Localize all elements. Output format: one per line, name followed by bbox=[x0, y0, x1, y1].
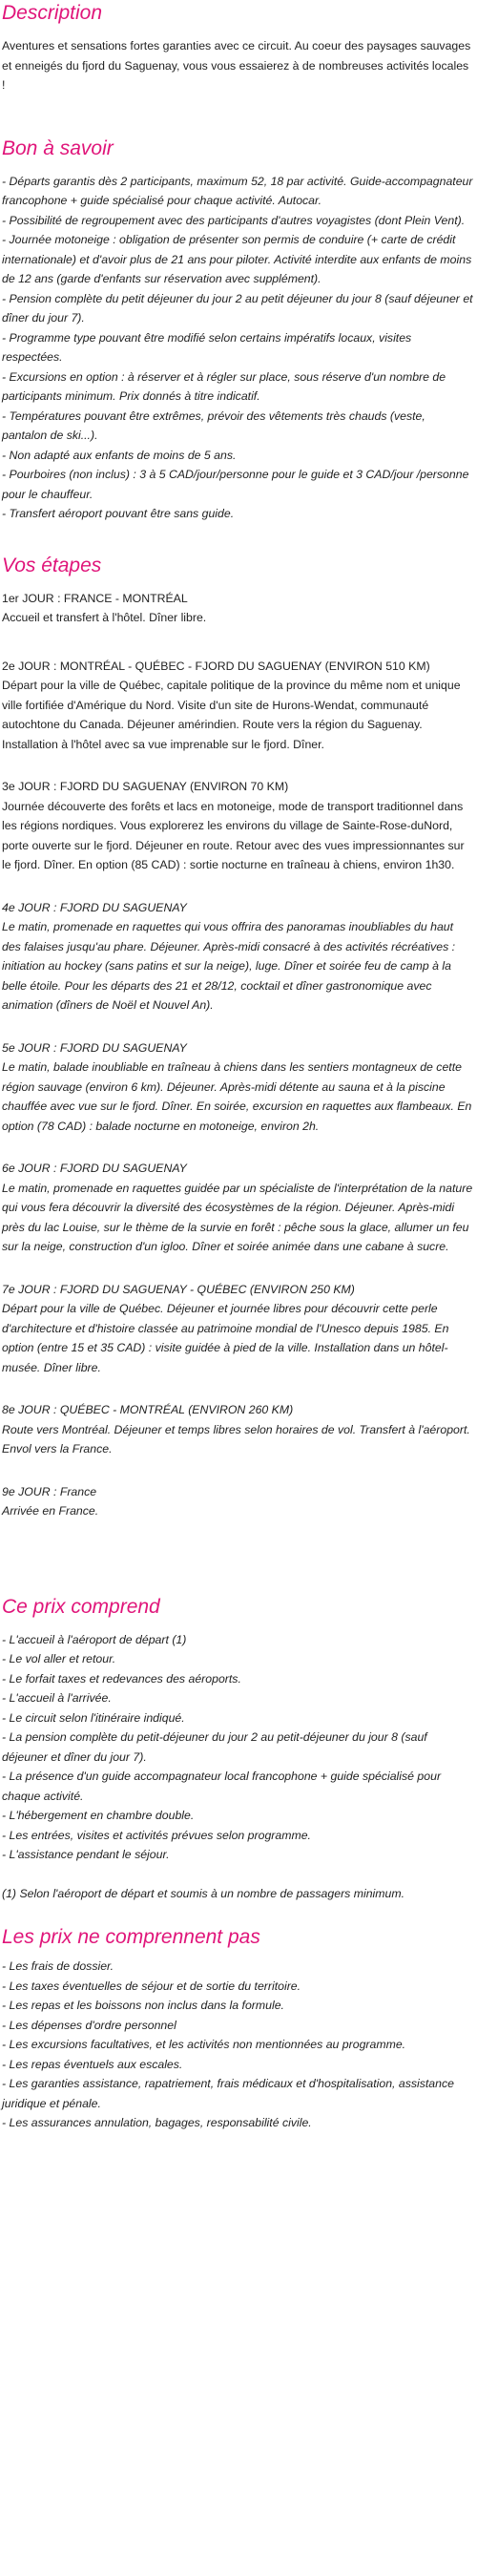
list-item: - L'accueil à l'aéroport de départ (1) bbox=[2, 1632, 187, 1646]
step-text: Départ pour la ville de Québec. Déjeuner et journée libres pour découvrir cette perle d'architecture et d'histoire classée au patrimoine mondial de l'Unesco depuis 1985. En option (entre 15 et 35 CAD) : visite guidée à pied de la ville. Installation dans un hôtel-musée. Dîner libre. bbox=[2, 1302, 449, 1374]
prix-comprend-section bbox=[2, 1594, 473, 1904]
list-item: - Pourboires (non inclus) : 3 à 5 CAD/jour/personne pour le guide et 3 CAD/jour /personne pour le chauffeur. bbox=[2, 468, 469, 501]
list-item: - Les dépenses d'ordre personnel bbox=[2, 2018, 176, 2032]
etapes-list bbox=[2, 589, 473, 1521]
etapes-section bbox=[2, 553, 473, 1521]
step-text: Journée découverte des forêts et lacs en motoneige, mode de transport traditionnel dans les régions nordiques. Vous explorerez les environs du village de Sainte-Rose-duNord, porte ouverte sur le fjord. Déjeuner en route. Retour avec des vues impressionnantes sur le fjord. Dîner. En option (85 CAD) : sortie nocturne en traîneau à chiens, environ 1h30. bbox=[2, 799, 465, 871]
spacer bbox=[2, 1903, 473, 1924]
step-text: Le matin, promenade en raquettes qui vous offrira des panoramas inoubliables du haut des falaises jusqu'au phare. Déjeuner. Après-midi consacré à des activités récréatives : initiation au hockey (sans patins et sur la neige), luge. Dîner et soirée feu de camp à la belle étoile. Pour les départs des 21 et 28/12, cocktail et dîner gastronomique avec animation (dîners de Noël et Nouvel An). bbox=[2, 920, 456, 1012]
list-item: - Les taxes éventuelles de séjour et de sortie du territoire. bbox=[2, 1979, 301, 1993]
list-item: - Le vol aller et retour. bbox=[2, 1652, 116, 1665]
step-text: Arrivée en France. bbox=[2, 1504, 99, 1518]
prix-exclus-title: Les prix ne comprennent pas bbox=[2, 1926, 260, 1948]
step-title: 7e JOUR : FJORD DU SAGUENAY - QUÉBEC (ENVIRON 250 KM) bbox=[2, 1282, 355, 1296]
step-day-8 bbox=[2, 1400, 473, 1459]
step-title: 3e JOUR : FJORD DU SAGUENAY (ENVIRON 70 KM) bbox=[2, 780, 289, 793]
step-title: 9e JOUR : France bbox=[2, 1484, 97, 1498]
step-title: 1er JOUR : FRANCE - MONTRÉAL bbox=[2, 591, 188, 605]
list-item: - Le circuit selon l'itinéraire indiqué. bbox=[2, 1710, 185, 1725]
prix-comprend-title: Ce prix comprend bbox=[2, 1595, 160, 1618]
step-title: 6e JOUR : FJORD DU SAGUENAY bbox=[2, 1162, 187, 1175]
list-item: - Départs garantis dès 2 participants, maximum 52, 18 par activité. Guide-accompagnateur francophone + guide spécialisé pour chaque activité. Autocar. bbox=[2, 174, 473, 207]
list-item: - Journée motoneige : obligation de présenter son permis de conduire (+ carte de crédit internationale) et d'avoir plus de 21 ans pour piloter. Activité interdite aux enfants de moins de 12 ans (garde d'enfants sur réservation avec supplément). bbox=[2, 233, 472, 285]
step-title: 2e JOUR : MONTRÉAL - QUÉBEC - FJORD DU SAGUENAY (ENVIRON 510 KM) bbox=[2, 659, 430, 673]
step-day-5 bbox=[2, 1038, 473, 1137]
list-item: - La pension complète du petit-déjeuner du jour 2 au petit-déjeuner du jour 8 (sauf déjeuner et dîner du jour 7). bbox=[2, 1730, 427, 1764]
prix-exclus-list bbox=[2, 1957, 473, 2133]
step-day-4 bbox=[2, 898, 473, 1016]
spacer bbox=[2, 524, 473, 553]
step-text: Le matin, promenade en raquettes guidée par un spécialiste de l'interprétation de la nature qui vous fera découvrir la diversité des écosystèmes de la région. Déjeuner. Après-midi près du lac Louise, sur le thème de la survie en forêt : pêche sous la glace, allumer un feu sur la neige, construction d'un igloo. Dîner et soirée animée dans une cabane à sucre. bbox=[2, 1181, 473, 1253]
step-day-9 bbox=[2, 1482, 473, 1521]
bon-a-savoir-title: Bon à savoir bbox=[2, 136, 114, 159]
list-item: - Transfert aéroport pouvant être sans guide. bbox=[2, 507, 235, 520]
list-item: - Les assurances annulation, bagages, responsabilité civile. bbox=[2, 2116, 312, 2129]
list-item: - Les garanties assistance, rapatriement, frais médicaux et d'hospitalisation, assistance juridique et pénale. bbox=[2, 2077, 454, 2110]
list-item: - Possibilité de regroupement avec des participants d'autres voyagistes (dont Plein Vent). bbox=[2, 213, 466, 227]
step-text: Départ pour la ville de Québec, capitale politique de la province du même nom et unique ville fortifiée d'Amérique du Nord. Visite d'un site de Hurons-Wendat, communauté autochtone du Canada. Déjeuner amérindien. Route vers la région du Saguenay. Installation à l'hôtel avec sa vue imprenable sur le fjord. Dîner. bbox=[2, 679, 461, 751]
list-item: - L'accueil à l'arrivée. bbox=[2, 1691, 112, 1705]
step-text: Le matin, balade inoubliable en traîneau à chiens dans les sentiers montagneux de cette région sauvage (environ 6 km). Déjeuner. Après-midi détente au sauna et à la piscine chauffée avec vue sur le fjord. Dîner. En soirée, excursion en raquettes aux flambeaux. En option (78 CAD) : balade nocturne en motoneige, environ 2h. bbox=[2, 1060, 472, 1133]
step-day-7 bbox=[2, 1280, 473, 1378]
step-text: Accueil et transfert à l'hôtel. Dîner libre. bbox=[2, 611, 207, 624]
list-item: - L'hébergement en chambre double. bbox=[2, 1809, 195, 1822]
list-item: - La présence d'un guide accompagnateur local francophone + guide spécialisé pour chaque activité. bbox=[2, 1770, 442, 1803]
list-item: - Les excursions facultatives, et les activités non mentionnées au programme. bbox=[2, 2038, 406, 2051]
list-item: - Pension complète du petit déjeuner du jour 2 au petit déjeuner du jour 8 (sauf déjeuner et dîner du jour 7). bbox=[2, 291, 473, 325]
step-text: Route vers Montréal. Déjeuner et temps libres selon horaires de vol. Transfert à l'aéroport. Envol vers la France. bbox=[2, 1422, 470, 1456]
list-item: - Les repas et les boissons non inclus dans la formule. bbox=[2, 1999, 284, 2012]
description-title: Description bbox=[2, 2, 103, 24]
bon-a-savoir-list bbox=[2, 172, 473, 524]
step-day-6 bbox=[2, 1159, 473, 1257]
spacer bbox=[2, 1521, 473, 1594]
step-title: 4e JOUR : FJORD DU SAGUENAY bbox=[2, 900, 187, 914]
prix-comprend-list bbox=[2, 1630, 473, 1865]
step-title: 8e JOUR : QUÉBEC - MONTRÉAL (ENVIRON 260 KM) bbox=[2, 1403, 294, 1416]
prix-exclus-section bbox=[2, 1924, 473, 2133]
etapes-title: Vos étapes bbox=[2, 554, 102, 576]
footnote: (1) Selon l'aéroport de départ et soumis à un nombre de passagers minimum. bbox=[2, 1886, 405, 1900]
step-title: 5e JOUR : FJORD DU SAGUENAY bbox=[2, 1040, 187, 1055]
list-item: - Températures pouvant être extrêmes, prévoir des vêtements très chauds (veste, pantalon de ski...). bbox=[2, 408, 425, 442]
list-item: - Les entrées, visites et activités prévues selon programme. bbox=[2, 1828, 311, 1842]
description-section bbox=[2, 0, 473, 95]
list-item: - Le forfait taxes et redevances des aéroports. bbox=[2, 1671, 241, 1686]
step-day-3 bbox=[2, 777, 473, 875]
bon-a-savoir-section bbox=[2, 136, 473, 524]
spacer bbox=[2, 95, 473, 136]
prix-comprend-note-block bbox=[2, 1884, 473, 1904]
list-item: - Programme type pouvant être modifié selon certains impératifs locaux, visites respectées. bbox=[2, 330, 412, 364]
list-item: - Les frais de dossier. bbox=[2, 1959, 114, 1973]
step-day-2 bbox=[2, 657, 473, 755]
step-day-1 bbox=[2, 589, 473, 628]
list-item: - Les repas éventuels aux escales. bbox=[2, 2057, 183, 2071]
list-item: - Non adapté aux enfants de moins de 5 ans. bbox=[2, 448, 237, 462]
list-item: - Excursions en option : à réserver et à régler sur place, sous réserve d'un nombre de participants minimum. Prix donnés à titre indicatif. bbox=[2, 369, 446, 403]
description-text: Aventures et sensations fortes garanties avec ce circuit. Au coeur des paysages sauvages et enneigés du fjord du Saguenay, vous vous essaierez à de nombreuses activités locales ! bbox=[2, 39, 471, 92]
list-item: - L'assistance pendant le séjour. bbox=[2, 1848, 170, 1861]
